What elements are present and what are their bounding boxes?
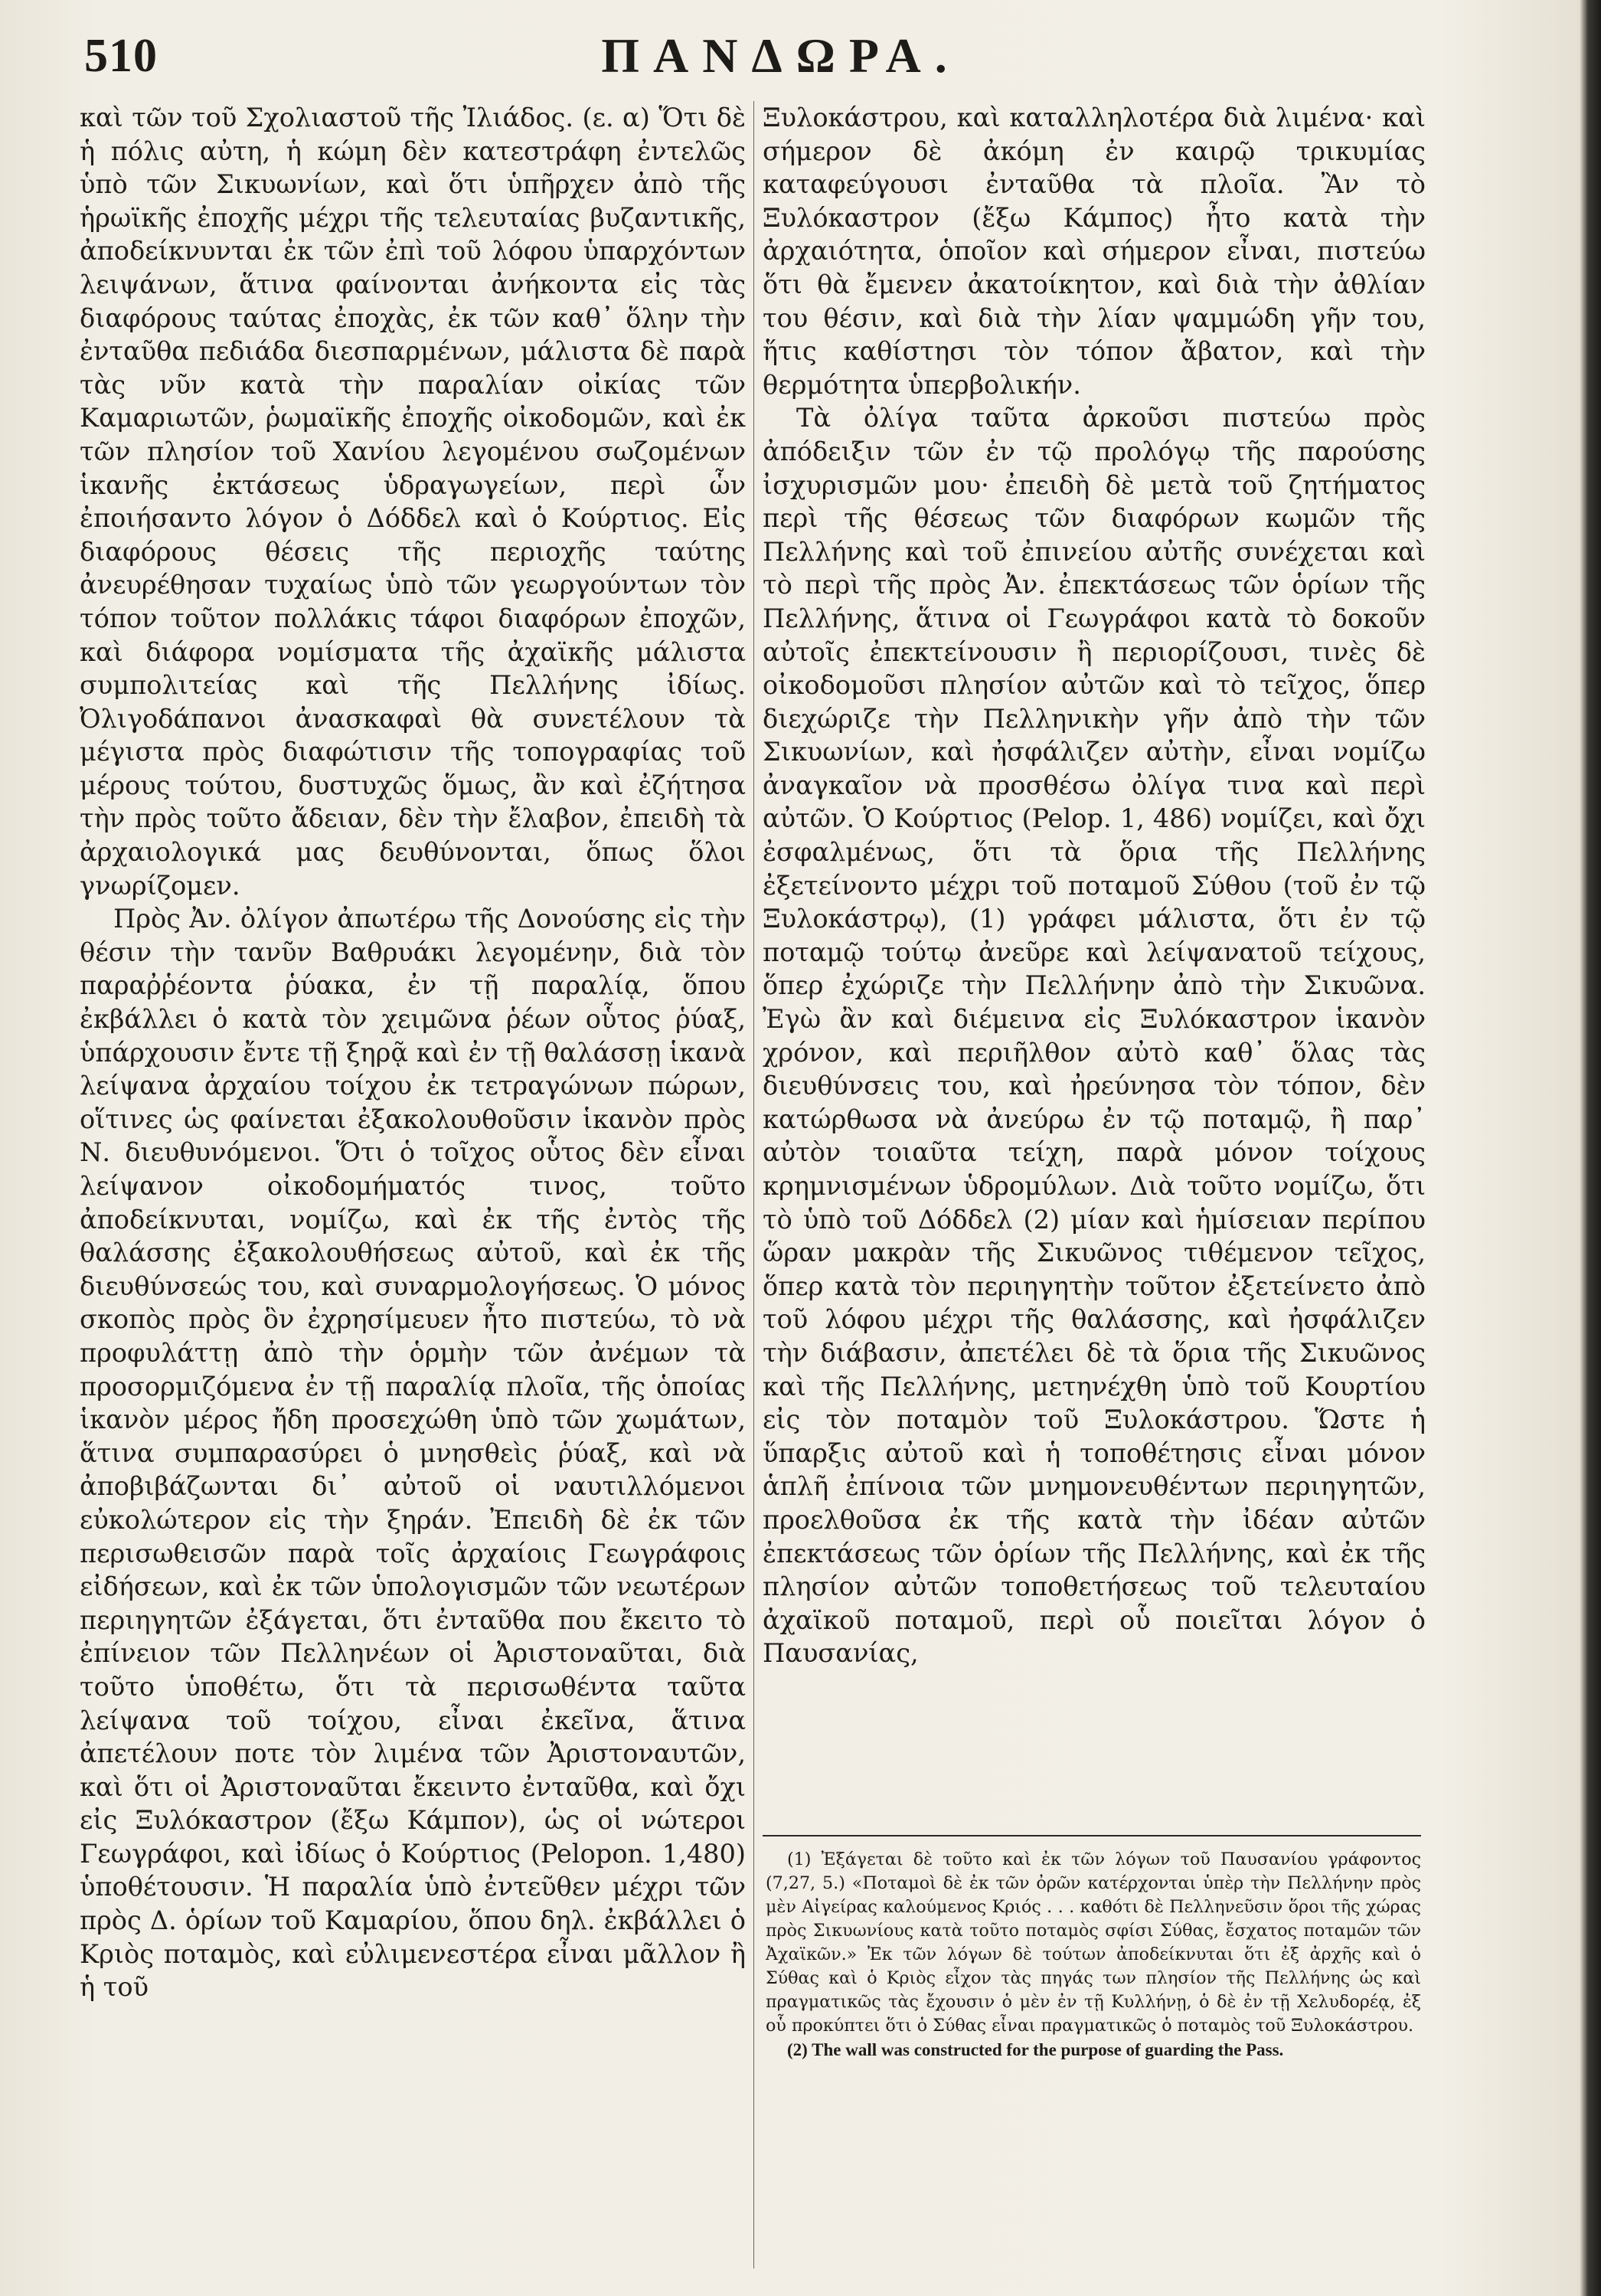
footnotes [766, 1848, 1421, 2062]
column-divider [753, 101, 754, 2268]
left-column [80, 101, 746, 2004]
right-column [763, 101, 1426, 1670]
footnote-1: (1) Ἐξάγεται δὲ τοῦτο καὶ ἐκ τῶν λόγων τοῦ Παυσανίου γράφοντος (7,27, 5.) «Ποταμοὶ δὲ ἐκ τῶν ὀρῶν κατέρχονται ὑπὲρ τὴν Πελλήνην πρὸς μὲν Αἰγείρας καλούμενος Κριός . . . καθότι δὲ Πελληνεῦσιν ὅροι τῆς χώρας πρὸς Σικυωνίους κατὰ τοῦτο ποταμὸς σφίσι Σύθας, ἔσχατος ποταμῶν τῶν Ἀχαϊκῶν.» Ἐκ τῶν λόγων δὲ τούτων ἀποδείκνυται ὅτι ἐξ ἀρχῆς καὶ ὁ Σύθας καὶ ὁ Κριὸς εἶχον τὰς πηγάς των πλησίον τῆς Πελλήνης ὡς καὶ πραγματικῶς τὰς ἔχουσιν ὁ μὲν ἐν τῇ Κυλλήνῃ, ὁ δὲ ἐν τῇ Χελυδορέᾳ, ἐξ οὗ προκύπτει ὅτι ὁ Σύθας εἶναι πραγματικῶς ὁ ποταμὸς τοῦ Ξυλοκάστρου. [766, 1850, 1421, 2036]
running-title: ΠΑΝΔΩΡΑ. [601, 28, 961, 83]
footnote-rule [763, 1835, 1421, 1836]
left-paragraph-2: Πρὸς Ἀν. ὀλίγον ἀπωτέρω τῆς Δονούσης εἰς τὴν θέσιν τὴν τανῦν Βαθρυάκι λεγομένην, διὰ τὸν παραῤῥέοντα ῥύακα, ἐν τῇ παραλίᾳ, ὅπου ἐκβάλλει ὁ κατὰ τὸν χειμῶνα ῥέων οὗτος ῥύαξ, ὑπάρχουσιν ἔντε τῇ ξηρᾷ καὶ ἐν τῇ θαλάσσῃ ἱκανὰ λείψανα ἀρχαίου τοίχου ἐκ τετραγώνων πώρων, οἵτινες ὡς φαίνεται ἐξακολουθοῦσιν ἱκανὸν πρὸς Ν. διευθυνόμενοι. Ὅτι ὁ τοῖχος οὗτος δὲν εἶναι λείψανον οἰκοδομήματός τινος, τοῦτο ἀποδείκνυται, νομίζω, καὶ ἐκ τῆς ἐντὸς τῆς θαλάσσης ἐξακολουθήσεως αὐτοῦ, καὶ ἐκ τῆς διευθύνσεώς του, καὶ συναρμολογήσεως. Ὁ μόνος σκοπὸς πρὸς ὃν ἐχρησίμευεν ἦτο πιστεύω, τὸ νὰ προφυλάττῃ ἀπὸ τὴν ὁρμὴν τῶν ἀνέμων τὰ προσορμιζόμενα ἐν τῇ παραλίᾳ πλοῖα, τῆς ὁποίας ἱκανὸν μέρος ἤδη προσεχώθη ὑπὸ τῶν χωμάτων, ἅτινα συμπαρασύρει ὁ μνησθεὶς ῥύαξ, καὶ νὰ ἀποβιβάζωνται δι᾽ αὐτοῦ οἱ ναυτιλλόμενοι εὐκολώτερον εἰς τὴν ξηράν. Ἐπειδὴ δὲ ἐκ τῶν περισωθεισῶν παρὰ τοῖς ἀρχαίοις Γεωγράφοις εἰδήσεων, καὶ ἐκ τῶν ὑπολογισμῶν τῶν νεωτέρων περιηγητῶν ἐξάγεται, ὅτι ἐνταῦθα που ἔκειτο τὸ ἐπίνειον τῶν Πελληνέων οἱ Ἀριστοναῦται, διὰ τοῦτο ὑποθέτω, ὅτι τὰ περισωθέντα ταῦτα λείψανα τοῦ τοίχου, εἶναι ἐκεῖνα, ἅτινα ἀπετέλουν ποτε τὸν λιμένα τῶν Ἀριστοναυτῶν, καὶ ὅτι οἱ Ἀριστοναῦται ἔκειντο ἐνταῦθα, καὶ ὄχι εἰς Ξυλόκαστρον (ἔξω Κάμπον), ὡς οἱ νώτεροι Γεωγράφοι, καὶ ἰδίως ὁ Κούρτιος (Pelopon. 1,480) ὑποθέτουσιν. Ἡ παραλία ὑπὸ ἐντεῦθεν μέχρι τῶν πρὸς Δ. ὁρίων τοῦ Καμαρίου, ὅπου δηλ. ἐκβάλλει ὁ Κριὸς ποταμὸς, καὶ εὐλιμενεστέρα εἶναι μᾶλλον ἢ ἡ τοῦ [80, 904, 746, 2003]
right-paragraph-1: Ξυλοκάστρου, καὶ καταλληλοτέρα διὰ λιμένα· καὶ σήμερον δὲ ἀκόμη ἐν καιρῷ τρικυμίας καταφεύγουσι ἐνταῦθα τὰ πλοῖα. Ἂν τὸ Ξυλόκαστρον (ἔξω Κάμπος) ἦτο κατὰ τὴν ἀρχαιότητα, ὁποῖον καὶ σήμερον εἶναι, πιστεύω ὅτι θὰ ἔμενεν ἀκατοίκητον, καὶ διὰ τὴν ἀθλίαν του θέσιν, καὶ διὰ τὴν λίαν ψαμμώδη γῆν του, ἥτις καθίστησι τὸν τόπον ἄβατον, καὶ τὴν θερμότητα ὑπερβολικήν. [763, 103, 1426, 400]
right-paragraph-2: Τὰ ὀλίγα ταῦτα ἀρκοῦσι πιστεύω πρὸς ἀπόδειξιν τῶν ἐν τῷ προλόγῳ τῆς παρούσης ἰσχυρισμῶν μου· ἐπειδὴ δὲ μετὰ τοῦ ζητήματος περὶ τῆς θέσεως τῶν διαφόρων κωμῶν τῆς Πελλήνης καὶ τοῦ ἐπινείου αὐτῆς συνέχεται καὶ τὸ περὶ τῆς πρὸς Ἀν. ἐπεκτάσεως τῶν ὁρίων τῆς Πελλήνης, ἅτινα οἱ Γεωγράφοι κατὰ τὸ δοκοῦν αὐτοῖς ἐπεκτείνουσιν ἢ περιορίζουσι, τινὲς δὲ οἰκοδομοῦσι πλησίον αὐτῶν καὶ τὸ τεῖχος, ὅπερ διεχώριζε τὴν Πελληνικὴν γῆν ἀπὸ τὴν τῶν Σικυωνίων, καὶ ἠσφάλιζεν αὐτὴν, εἶναι νομίζω ἀναγκαῖον νὰ προσθέσω ὀλίγα τινα καὶ περὶ αὐτῶν. Ὁ Κούρτιος (Pelop. 1, 486) νομίζει, καὶ ὄχι ἐσφαλμένως, ὅτι τὰ ὅρια τῆς Πελλήνης ἐξετείνοντο μέχρι τοῦ ποταμοῦ Σύθου (τοῦ ἐν τῷ Ξυλοκάστρῳ), (1) γράφει μάλιστα, ὅτι ἐν τῷ ποταμῷ τούτῳ ἀνεῦρε καὶ λείψανατοῦ τείχους, ὅπερ ἐχώριζε τὴν Πελλήνην ἀπὸ τὴν Σικυῶνα. Ἐγὼ ἂν καὶ διέμεινα εἰς Ξυλόκαστρον ἱκανὸν χρόνον, καὶ περιῆλθον αὐτὸ καθ᾽ ὅλας τὰς διευθύνσεις του, καὶ ἠρεύνησα τὸν τόπον, δὲν κατώρθωσα νὰ ἀνεύρω ἐν τῷ ποταμῷ, ἢ παρ᾽ αὐτὸν τοιαῦτα τείχη, παρὰ μόνον τοίχους κρημνισμένων ὑδρομύλων. Διὰ τοῦτο νομίζω, ὅτι τὸ ὑπὸ τοῦ Δόδδελ (2) μίαν καὶ ἡμίσειαν περίπου ὥραν μακρὰν τῆς Σικυῶνος τιθέμενον τεῖχος, ὅπερ κατὰ τὸν περιηγητὴν τοῦτον ἐξετείνετο ἀπὸ τοῦ λόφου μέχρι τῆς θαλάσσης, καὶ ἠσφάλιζεν τὴν διάβασιν, ἀπετέλει δὲ τὰ ὅρια τῆς Σικυῶνος καὶ τῆς Πελλήνης, μετηνέχθη ὑπὸ τοῦ Κουρτίου εἰς τὸν ποταμὸν τοῦ Ξυλοκάστρου. Ὥστε ἡ ὕπαρξις αὐτοῦ καὶ ἡ τοποθέτησις εἶναι μόνον ἁπλῆ ἐπίνοια τῶν μνημονευθέντων περιηγητῶν, προελθοῦσα ἐκ τῆς κατὰ τὴν ἰδέαν αὐτῶν ἐπεκτάσεως τῶν ὁρίων τῆς Πελλήνης, καὶ ἐκ τῆς πλησίον αὐτῶν τοποθετήσεως τοῦ τελευταίου ἀχαϊκοῦ ποταμοῦ, περὶ οὗ ποιεῖται λόγον ὁ Παυσανίας, [763, 403, 1426, 1669]
left-paragraph-1: καὶ τῶν τοῦ Σχολιαστοῦ τῆς Ἰλιάδος. (ε. α) Ὅτι δὲ ἡ πόλις αὐτη, ἡ κώμη δὲν κατεστράφη ἐντελῶς ὑπὸ τῶν Σικυωνίων, καὶ ὅτι ὑπῆρχεν ἀπὸ τῆς ἡρωϊκῆς ἐποχῆς μέχρι τῆς τελευταίας βυζαντικῆς, ἀποδείκνυνται ἐκ τῶν ἐπὶ τοῦ λόφου ὑπαρχόντων λειψάνων, ἅτινα φαίνονται ἀνήκοντα εἰς τὰς διαφόρους ταύτας ἐποχὰς, ἐκ τῶν καθ᾽ ὅλην τὴν ἐνταῦθα πεδιάδα διεσπαρμένων, μάλιστα δὲ παρὰ τὰς νῦν κατὰ τὴν παραλίαν οἰκίας τῶν Καμαριωτῶν, ῥωμαϊκῆς ἐποχῆς οἰκοδομῶν, καὶ ἐκ τῶν πλησίον τοῦ Χανίου λεγομένου σωζομένων ἱκανῆς ἐκτάσεως ὑδραγωγείων, περὶ ὧν ἐποιήσαντο λόγον ὁ Δόδδελ καὶ ὁ Κούρτιος. Εἰς διαφόρους θέσεις τῆς περιοχῆς ταύτης ἀνευρέθησαν τυχαίως ὑπὸ τῶν γεωργούντων τὸν τόπον τοῦτον πολλάκις τάφοι διαφόρων ἐποχῶν, καὶ διάφορα νομίσματα τῆς ἀχαϊκῆς μάλιστα συμπολιτείας καὶ τῆς Πελλήνης ἰδίως. Ὀλιγοδάπανοι ἀνασκαφαὶ θὰ συνετέλουν τὰ μέγιστα πρὸς διαφώτισιν τῆς τοπογραφίας τοῦ μέρους τούτου, δυστυχῶς ὅμως, ἂν καὶ ἐζήτησα τὴν πρὸς τοῦτο ἄδειαν, δὲν τὴν ἔλαβον, ἐπειδὴ τὰ ἀρχαιολογικά μας δευθύνονται, ὅπως ὅλοι γνωρίζομεν. [80, 103, 746, 901]
footnote-2: (2) The wall was constructed for the purpose of guarding the Pass. [787, 2040, 1284, 2059]
binding-edge [1580, 0, 1601, 2296]
page-number: 510 [84, 30, 158, 82]
